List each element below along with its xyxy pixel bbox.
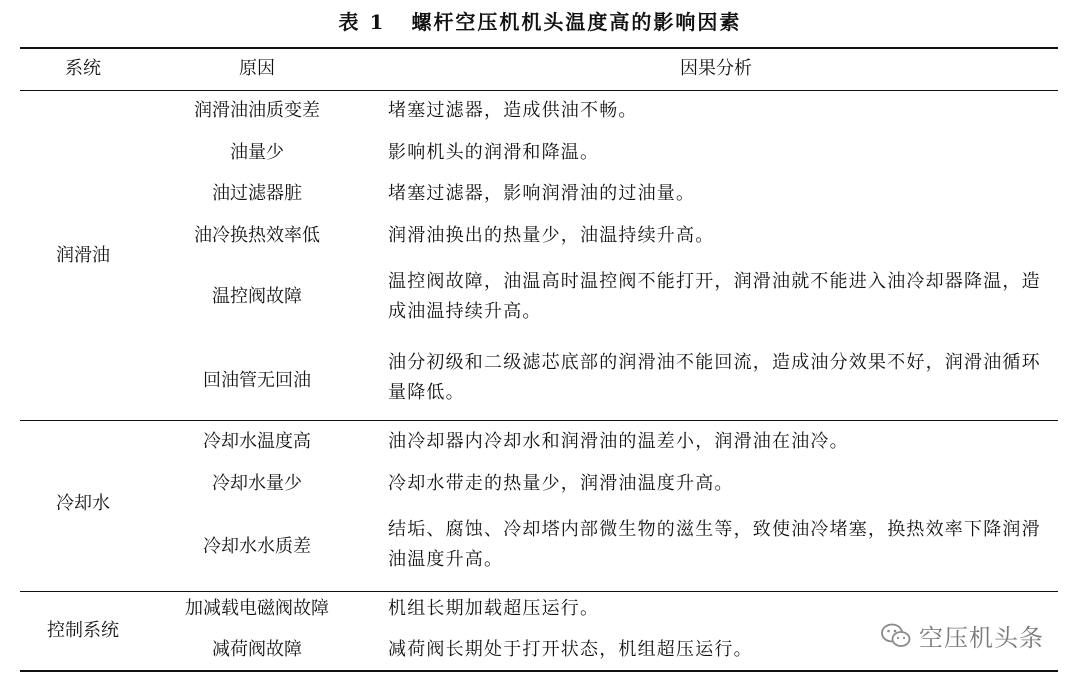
effect-cell: 减荷阀长期处于打开状态，机组超压运行。 xyxy=(388,639,753,660)
section-rule xyxy=(20,591,1058,592)
wechat-icon xyxy=(881,623,911,649)
bottom-rule xyxy=(20,670,1058,672)
effect-cell: 结垢、腐蚀、冷却塔内部微生物的滋生等，致使油冷堵塞，换热效率下降润滑油温度升高。 xyxy=(388,519,1041,570)
header-analysis: 因果分析 xyxy=(680,58,752,79)
cause-cell: 减荷阀故障 xyxy=(212,639,302,660)
effect-cell: 温控阀故障，油温高时温控阀不能打开，润滑油就不能进入油冷却器降温，造成油温持续升高。 xyxy=(388,271,1041,322)
watermark-text: 空压机头条 xyxy=(919,624,1044,652)
effect-cell: 影响机头的润滑和降温。 xyxy=(388,142,600,163)
system-label-control: 控制系统 xyxy=(47,620,119,641)
cause-cell: 油冷换热效率低 xyxy=(194,225,320,246)
cause-cell: 冷却水量少 xyxy=(212,473,302,494)
header-system: 系统 xyxy=(65,58,101,79)
top-rule xyxy=(20,47,1058,49)
cause-cell: 冷却水水质差 xyxy=(203,536,311,557)
effect-cell: 冷却水带走的热量少，润滑油温度升高。 xyxy=(388,473,734,494)
section-rule xyxy=(20,420,1058,421)
effect-cell: 润滑油换出的热量少，油温持续升高。 xyxy=(388,225,715,246)
cause-cell: 油量少 xyxy=(230,142,284,163)
system-label-cooling-water: 冷却水 xyxy=(56,493,110,514)
cause-cell: 回油管无回油 xyxy=(203,370,311,391)
effect-cell: 机组长期加载超压运行。 xyxy=(388,598,600,619)
cause-cell: 加减载电磁阀故障 xyxy=(185,598,329,619)
cause-cell: 冷却水温度高 xyxy=(203,431,311,452)
effect-cell: 油分初级和二级滤芯底部的润滑油不能回流，造成油分效果不好，润滑油循环量降低。 xyxy=(388,352,1041,403)
table-caption xyxy=(0,8,1080,36)
table-title: 螺杆空压机机头温度高的影响因素 xyxy=(411,10,742,34)
cause-cell: 润滑油油质变差 xyxy=(194,100,320,121)
effect-cell: 油冷却器内冷却水和润滑油的温差小，润滑油在油冷。 xyxy=(388,431,849,452)
header-rule xyxy=(20,90,1058,91)
table-number: 表 1 xyxy=(338,10,386,34)
header-cause: 原因 xyxy=(239,58,275,79)
effect-cell: 堵塞过滤器，影响润滑油的过油量。 xyxy=(388,183,696,204)
effect-cell: 堵塞过滤器，造成供油不畅。 xyxy=(388,100,638,121)
cause-cell: 油过滤器脏 xyxy=(212,183,302,204)
system-label-lubricant: 润滑油 xyxy=(56,245,110,266)
watermark xyxy=(881,618,1044,653)
cause-cell: 温控阀故障 xyxy=(212,286,302,307)
